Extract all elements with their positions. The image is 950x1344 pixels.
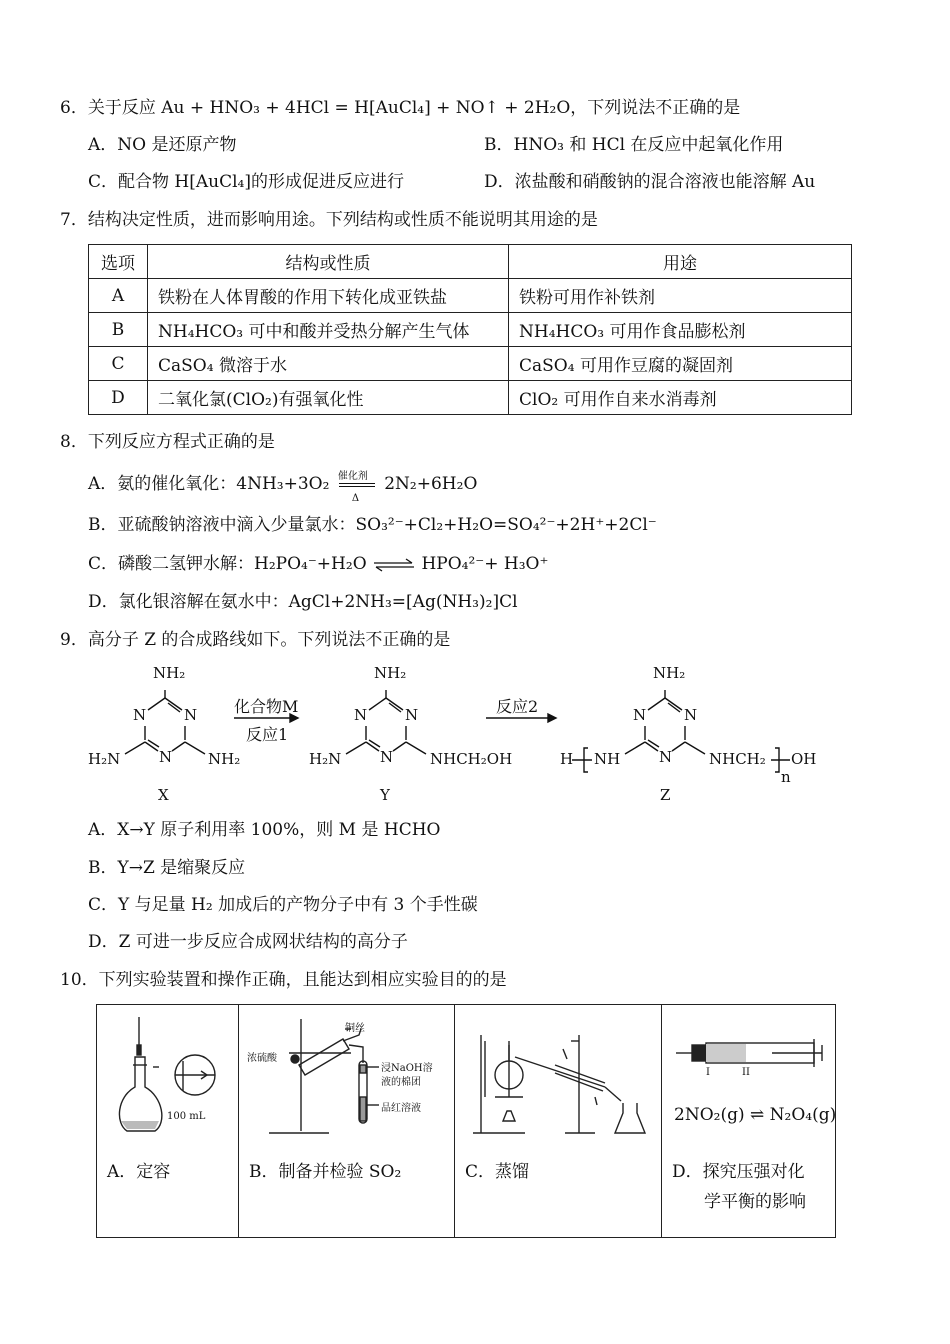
q7-cell: C: [89, 347, 148, 381]
x-nh2-right: NH₂: [208, 750, 241, 768]
z-n-right: N: [684, 706, 698, 724]
z-nh2-top: NH₂: [653, 664, 686, 682]
q6-option-c: C．配合物 H[AuCl₄]的形成促进反应进行: [88, 172, 404, 192]
q10-caption-d: [662, 1143, 835, 1237]
q8-stem: 8．下列反应方程式正确的是: [60, 432, 275, 452]
q10-caption-b: B．制备并检验 SO₂: [249, 1162, 402, 1182]
q8-a-condition-arrow: [335, 471, 379, 504]
q10-caption-d-line1: D．探究压强对化: [672, 1162, 805, 1182]
z-label: Z: [660, 786, 671, 804]
arrow2-step: 反应2: [496, 697, 539, 716]
q8-c-products: HPO₄²⁻+ H₃O⁺: [421, 554, 549, 574]
no2-equilibrium-label: 2NO₂(g) ⇌ N₂O₄(g): [674, 1105, 837, 1125]
q8-option-c: [88, 552, 548, 576]
q8-option-d: D．氯化银溶解在氨水中：AgCl+2NH₃=[Ag(NH₃)₂]Cl: [88, 592, 518, 612]
z-n-bottom: N: [659, 748, 673, 766]
volumetric-flask-figure: [97, 1005, 238, 1143]
table-row: [89, 279, 852, 313]
q9-synthesis-scheme: [0, 660, 950, 810]
q7-header-option: 选项: [89, 245, 148, 279]
q7-cell: NH₄HCO₃ 可中和酸并受热分解产生气体: [148, 313, 509, 347]
syringe-icon: [662, 1005, 834, 1075]
q8-a-reactants: A．氨的催化氧化：4NH₃+3O₂: [88, 474, 330, 494]
q7-cell: 二氧化氯(ClO₂)有强氧化性: [148, 381, 509, 415]
x-h2n-left: H₂N: [88, 750, 121, 768]
q9-option-b: B．Y→Z 是缩聚反应: [88, 858, 246, 878]
q6-option-b: B．HNO₃ 和 HCl 在反应中起氧化作用: [484, 135, 784, 155]
z-nh: NH: [594, 750, 621, 768]
q7-cell: 铁粉可用作补铁剂: [509, 279, 852, 313]
z-n-subscript: n: [781, 768, 791, 786]
flask-volume-label: 100 mL: [167, 1111, 206, 1122]
q8-c-reactants: C．磷酸二氢钾水解：H₂PO₄⁻+H₂O: [88, 554, 367, 574]
x-n-left: N: [133, 706, 147, 724]
q10-cell-c: [455, 1005, 662, 1238]
q9-option-d: D．Z 可进一步反应合成网状结构的高分子: [88, 932, 408, 952]
arrow1-reagent: 化合物M: [234, 697, 299, 716]
table-row: [89, 381, 852, 415]
y-label: Y: [380, 786, 390, 804]
q8-option-a: [88, 471, 478, 504]
y-nhch2oh: NHCH₂OH: [430, 750, 513, 768]
q7-header-structure: 结构或性质: [148, 245, 509, 279]
q6-stem: 6．关于反应 Au + HNO₃ + 4HCl = H[AuCl₄] + NO↑ + 2H₂O，下列说法不正确的是: [60, 98, 741, 118]
q8-a-catalyst: 催化剂: [337, 471, 368, 482]
syringe-figure: [662, 1005, 835, 1143]
y-h2n-left: H₂N: [309, 750, 342, 768]
equilibrium-arrow-icon: [372, 558, 416, 572]
naoh-cotton-label-1: 浸NaOH溶: [381, 1063, 433, 1074]
arrow1-step: 反应1: [246, 725, 289, 744]
q8-option-b: B．亚硫酸钠溶液中滴入少量氯水：SO₃²⁻+Cl₂+H₂O=SO₄²⁻+2H⁺+2Cl⁻: [88, 515, 657, 535]
volumetric-flask-icon: [97, 1005, 238, 1143]
z-h-end: H: [560, 750, 574, 768]
syringe-mark-2: II: [742, 1067, 750, 1078]
q7-cell: 铁粉在人体胃酸的作用下转化成亚铁盐: [148, 279, 509, 313]
q7-cell: A: [89, 279, 148, 313]
copper-wire-label: 铜丝: [345, 1023, 365, 1034]
q10-cell-a: [97, 1005, 239, 1238]
distillation-icon: [455, 1005, 661, 1143]
x-n-right: N: [184, 706, 198, 724]
q10-caption-a: A．定容: [107, 1162, 171, 1182]
q7-cell: CaSO₄ 微溶于水: [148, 347, 509, 381]
q10-caption-c: C．蒸馏: [465, 1162, 530, 1182]
q7-cell: ClO₂ 可用作自来水消毒剂: [509, 381, 852, 415]
y-n-bottom: N: [380, 748, 394, 766]
conc-sulfuric-label: 浓硫酸: [247, 1053, 277, 1064]
q9-option-c: C．Y 与足量 H₂ 加成后的产物分子中有 3 个手性碳: [88, 895, 478, 915]
q8-a-products: 2N₂+6H₂O: [384, 474, 478, 494]
q9-stem: 9．高分子 Z 的合成路线如下。下列说法不正确的是: [60, 630, 451, 650]
naoh-cotton-label-2: 液的棉团: [381, 1077, 421, 1088]
q7-cell: CaSO₄ 可用作豆腐的凝固剂: [509, 347, 852, 381]
table-row: [89, 347, 852, 381]
q8-a-heat: Δ: [351, 493, 360, 504]
z-nhch2: NHCH₂: [709, 750, 766, 768]
x-nh2-top: NH₂: [153, 664, 186, 682]
q10-caption-d-line2: 学平衡的影响: [704, 1192, 806, 1212]
q6-option-a: A．NO 是还原产物: [88, 135, 237, 155]
q10-table: [96, 1004, 836, 1238]
x-n-bottom: N: [159, 748, 173, 766]
q10-stem: 10．下列实验装置和操作正确，且能达到相应实验目的的是: [60, 970, 507, 990]
distillation-figure: [455, 1005, 661, 1143]
table-row: [89, 313, 852, 347]
y-n-right: N: [405, 706, 419, 724]
q7-header-use: 用途: [509, 245, 852, 279]
x-label: X: [158, 786, 169, 804]
q6-option-d: D．浓盐酸和硝酸钠的混合溶液也能溶解 Au: [484, 172, 816, 192]
magenta-solution-label: 品红溶液: [381, 1103, 421, 1114]
y-nh2-top: NH₂: [374, 664, 407, 682]
syringe-mark-1: I: [706, 1067, 710, 1078]
q7-cell: NH₄HCO₃ 可用作食品膨松剂: [509, 313, 852, 347]
q7-stem: 7．结构决定性质，进而影响用途。下列结构或性质不能说明其用途的是: [60, 210, 598, 230]
q10-cell-d: [662, 1005, 836, 1238]
q9-option-a: A．X→Y 原子利用率 100%，则 M 是 HCHO: [88, 820, 441, 840]
q7-cell: B: [89, 313, 148, 347]
so2-apparatus-figure: [239, 1005, 454, 1143]
z-oh-end: OH: [791, 750, 817, 768]
q7-table: [88, 244, 852, 415]
z-n-left: N: [633, 706, 647, 724]
q7-cell: D: [89, 381, 148, 415]
y-n-left: N: [354, 706, 368, 724]
q10-cell-b: [239, 1005, 455, 1238]
